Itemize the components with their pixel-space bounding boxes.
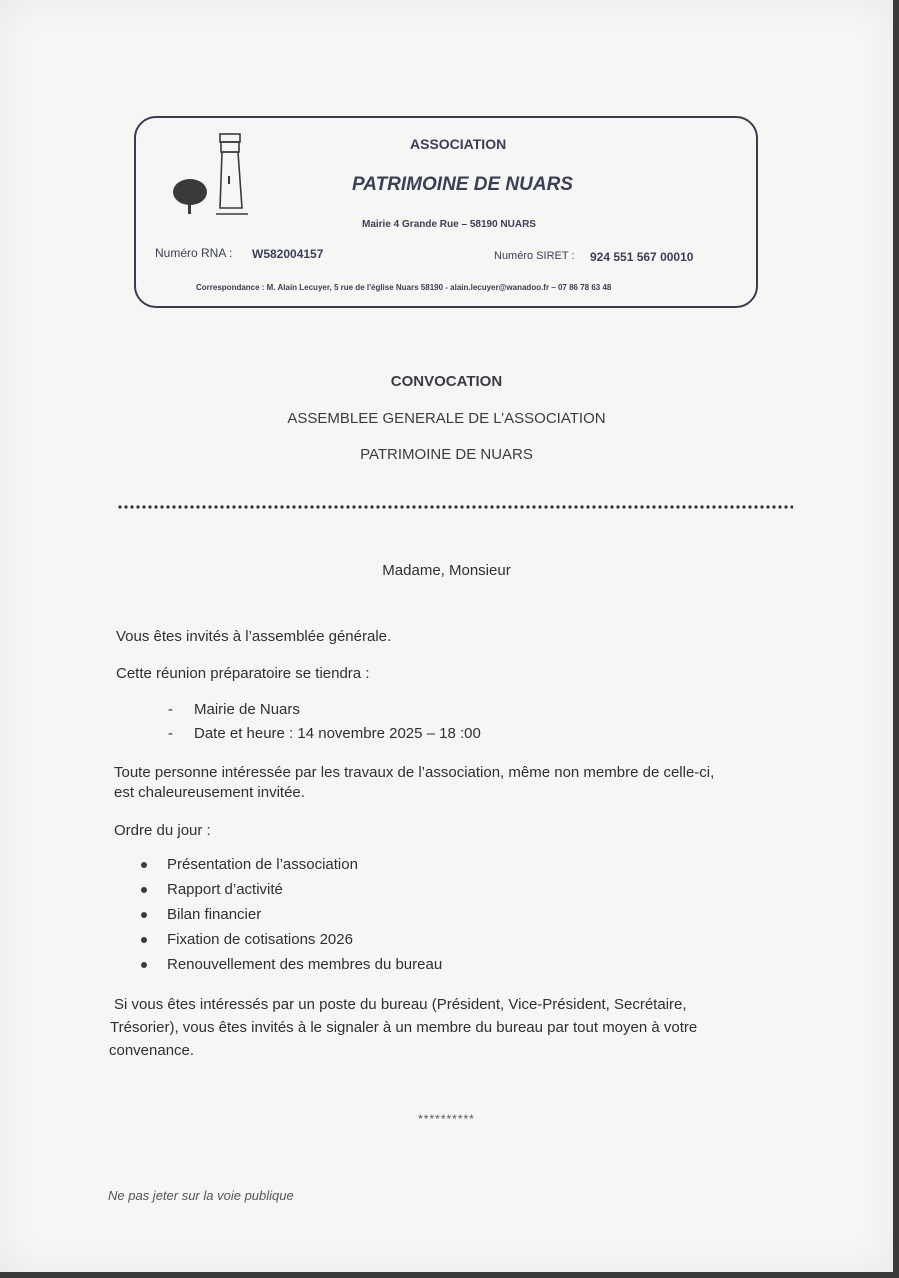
dash-marker: -: [168, 725, 173, 742]
open-invitation-line: Toute personne intéressée par les travaux de l’association, même non membre de celle-ci,: [114, 764, 715, 781]
siret-value: 924 551 567 00010: [590, 250, 694, 264]
dash-marker: -: [168, 701, 173, 718]
bullet-icon: [141, 862, 147, 868]
meeting-location: Mairie de Nuars: [194, 701, 300, 718]
salutation: Madame, Monsieur: [382, 562, 511, 579]
agenda-item: Renouvellement des membres du bureau: [167, 956, 443, 973]
correspondence-line: Correspondance : M. Alain Lecuyer, 5 rue de l'église Nuars 58190 - alain.lecuyer@wanadoo.fr – 07 86 78 63 48: [196, 283, 612, 292]
doc-subtitle: ASSEMBLEE GENERALE DE L’ASSOCIATION: [287, 410, 606, 427]
agenda-label: Ordre du jour :: [114, 822, 211, 839]
association-label: ASSOCIATION: [410, 136, 507, 152]
bullet-icon: [141, 887, 147, 893]
association-address: Mairie 4 Grande Rue – 58190 NUARS: [362, 219, 536, 230]
doc-subtitle-association: PATRIMOINE DE NUARS: [360, 446, 533, 463]
lighthouse-tree-logo: [168, 128, 252, 218]
agenda-item: Rapport d’activité: [167, 881, 283, 898]
invitation-line: Vous êtes invités à l’assemblée générale.: [116, 628, 392, 645]
agenda-item: Bilan financier: [167, 906, 262, 923]
bullet-icon: [141, 912, 147, 918]
asterisk-separator: **********: [418, 1112, 475, 1126]
footer-notice: Ne pas jeter sur la voie publique: [108, 1188, 294, 1203]
open-invitation-line: est chaleureusement invitée.: [114, 784, 305, 801]
rna-value: W582004157: [252, 247, 324, 261]
agenda-item: Fixation de cotisations 2026: [167, 931, 353, 948]
bureau-paragraph-line: Trésorier), vous êtes invités à le signaler à un membre du bureau par tout moyen à votre: [110, 1019, 698, 1036]
association-name: PATRIMOINE DE NUARS: [352, 174, 573, 195]
bureau-paragraph-line: Si vous êtes intéressés par un poste du bureau (Président, Vice-Président, Secrétaire,: [114, 996, 687, 1013]
agenda-item: Présentation de l’association: [167, 856, 358, 873]
meeting-intro: Cette réunion préparatoire se tiendra :: [116, 665, 370, 682]
bureau-paragraph-line: convenance.: [109, 1042, 195, 1059]
dotted-divider: [117, 505, 793, 509]
bullet-icon: [141, 962, 147, 968]
bullet-icon: [141, 937, 147, 943]
doc-title: CONVOCATION: [390, 373, 503, 390]
siret-label: Numéro SIRET :: [494, 250, 575, 262]
meeting-datetime: Date et heure : 14 novembre 2025 – 18 :00: [194, 725, 481, 742]
rna-label: Numéro RNA :: [155, 246, 233, 260]
